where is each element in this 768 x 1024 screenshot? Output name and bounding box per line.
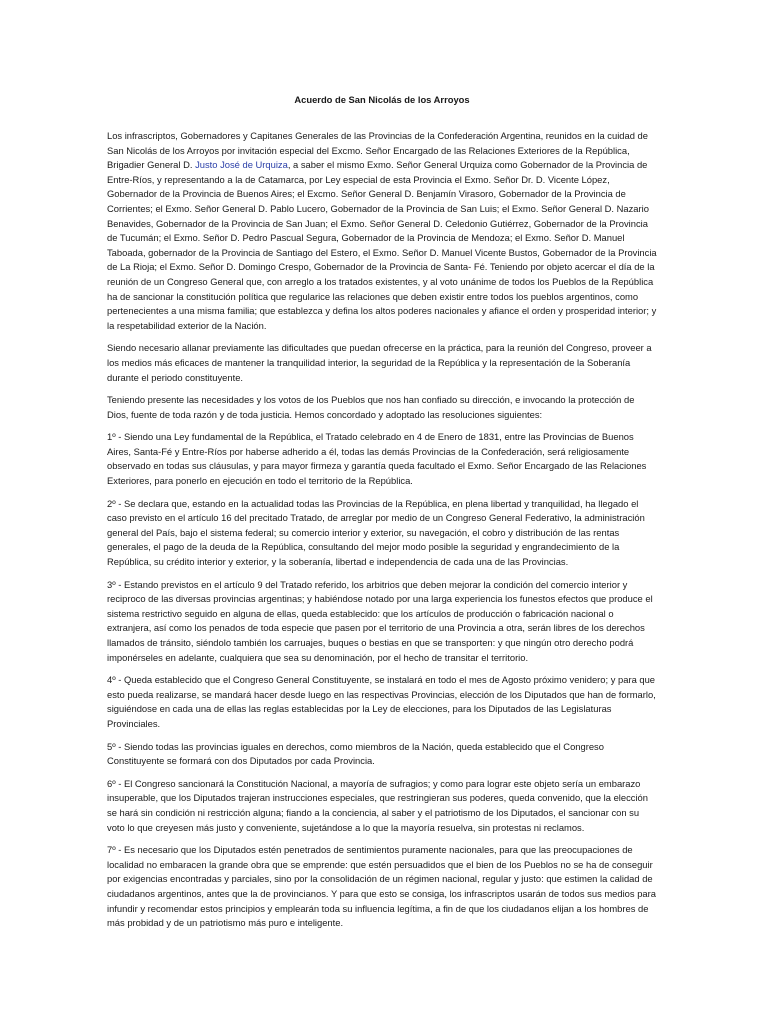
paragraph-preamble-1: Siendo necesario allanar previamente las dificultades que puedan ofrecerse en la práctica, para la reunión del Congreso, proveer a los medios más eficaces de mantener la tranquilidad interior, la seguridad de la República y la representación de la Soberanía durante el periodo constituyente. [107,342,652,383]
article-3: 3º - Estando previstos en el artículo 9 del Tratado referido, los arbitrios que deben mejorar la condición del comercio interior y reciproco de las diversas provincias argentinas; y habiéndose notado por una larga experiencia los funestos efectos que produce el sistema restrictivo seguido en alguna de ellas, queda establecido: que los artículos de producción o fabricación nacional o extranjera, así como los penados de toda especie que pasen por el territorio de una Provincia a otra, serán libres de los derechos llamados de tránsito, siéndolo también los carruajes, buques o bestias en que se transporten: y que ningún otro derecho podrá imponérseles en adelante, cualquiera que sea su denominación, por el hecho de transitar el territorio. [107,578,653,663]
intro-text-before-link: Los infrascriptos, Gobernadores y Capitanes Generales de las Provincias de la Confederación Argentina, reunidos en la cuidad de San Nicolás de los Arroyos por invitación especial del Excmo. Señor Encargado de las Relaciones Exteriores de la República, Brigadier General D. [107,130,648,171]
article-4: 4º - Queda establecido que el Congreso General Constituyente, se instalará en todo el mes de Agosto próximo venidero; y para que esto pueda realizarse, se mandará hacer desde luego en las respectivas Provincias, elección de los Diputados que han de formarlo, siguiéndose en cada una de ellas las reglas establecidas por la Ley de elecciones, para los Diputados de las Legislaturas Provinciales. [107,674,656,729]
article-6: 6º - El Congreso sancionará la Constitución Nacional, a mayoría de sufragios; y como para lograr este objeto sería un embarazo insuperable, que los Diputados trajeran instrucciones especiales, que restringieran sus poderes, queda convenido, que la elección se hará sin condición ni restricción alguna; fiando a la conciencia, al saber y el patriotismo de los Diputados, el sancionar con su voto lo que creyesen más justo y conveniente, sujetándose a lo que la mayoría resuelva, sin protestas ni reclamos. [107,777,648,833]
urquiza-link[interactable]: Justo José de Urquiza [195,159,288,171]
article-5: 5º - Siendo todas las provincias iguales en derechos, como miembros de la Nación, queda establecido que el Congreso Constituyente se formará con dos Diputados por cada Provincia. [107,740,604,767]
intro-text-after-link: , a saber el mismo Exmo. Señor General Urquiza como Gobernador de la Provincia de Entre-Ríos, y representando a la de Catamarca, por Ley especial de esta Provincia el Exmo. Señor Dr. D. Vicente López, Gobernador de la Provincia de Buenos Aires; el Excmo. Señor General D. Benjamín Virasoro, Gobernador de la Provincia de Corrientes; el Exmo. Señor General D. Pablo Lucero, Gobernador de la Provincia de San Luis; el Exmo. Señor General D. Nazario Benavides, Gobernador de la Provincia de San Juan; el Exmo. Señor General D. Celedonio Gutiérrez, Gobernador de la Provincia de Tucumán; el Exmo. Señor D. Pedro Pascual Segura, Gobernador de la Provincia de Mendoza; el Exmo. Señor D. Manuel Taboada, gobernador de la Provincia de Santiago del Estero, el Exmo. Señor D. Manuel Vicente Bustos, Gobernador de la Provincia de La Rioja; el Exmo. Señor D. Domingo Crespo, Gobernador de la Provincia de Santa- Fé. Teniendo por objeto acercar el día de la reunión de un Congreso General que, con arreglo a los tratados existentes, y al voto unánime de todos los Pueblos de la República ha de sancionar la constitución política que regularice las relaciones que deben existir entre todos los pueblos argentinos, como pertenecientes a una misma familia; que establezca y defina los altos poderes nacionales y afiance el orden y prosperidad interior; y la respetabilidad exterior de la Nación. [107,159,657,331]
paragraph-preamble-2: Teniendo presente las necesidades y los votos de los Pueblos que nos han confiado su dirección, e invocando la protección de Dios, fuente de toda razón y de toda justicia. Hemos concordado y adoptado las resoluciones siguientes: [107,394,635,420]
article-1: 1º - Siendo una Ley fundamental de la República, el Tratado celebrado en 4 de Enero de 1831, entre las Provincias de Buenos Aires, Santa-Fé y Entre-Ríos por haberse adherido a él, todas las demás Provincias de la Confederación, será religiosamente observado en todas sus cláusulas, y para mayor firmeza y garantía queda facultado el Exmo. Señor Encargado de las Relaciones Exteriores, para ponerlo en ejecución en todo el territorio de la República. [107,431,647,487]
document-title: Acuerdo de San Nicolás de los Arroyos [294,94,470,105]
document-page [107,93,657,939]
intro-paragraph [107,129,657,333]
article-7: 7º - Es necesario que los Diputados estén penetrados de sentimientos puramente nacionales, para que las preocupaciones de localidad no embaracen la grande obra que se emprende: que estén persuadidos que el bien de los Pueblos no se ha de conseguir por exigencias encontradas y parciales, sino por la consolidación de un régimen nacional, regular y justo: que estimen la calidad de ciudadanos argentinos, antes que la de provincianos. Y para que esto se consiga, los infrascriptos usarán de todos sus medios para infundir y recomendar estos principios y emplearán toda su influencia legítima, a fin de que los ciudadanos elijan a los hombres de más probidad y de un patriotismo más puro e inteligente. [107,844,656,929]
article-2: 2º - Se declara que, estando en la actualidad todas las Provincias de la República, en plena libertad y tranquilidad, ha llegado el caso previsto en el artículo 16 del precitado Tratado, de arreglar por medio de un Congreso General Federativo, la administración general del País, bajo el sistema federal; su comercio interior y exterior, su navegación, el cobro y distribución de las rentas generales, el pago de la deuda de la República, consultando del mejor modo posible la seguridad y engrandecimiento de la República, su crédito interior y exterior, y la soberanía, libertad e independencia de cada una de las Provincias. [107,497,645,568]
